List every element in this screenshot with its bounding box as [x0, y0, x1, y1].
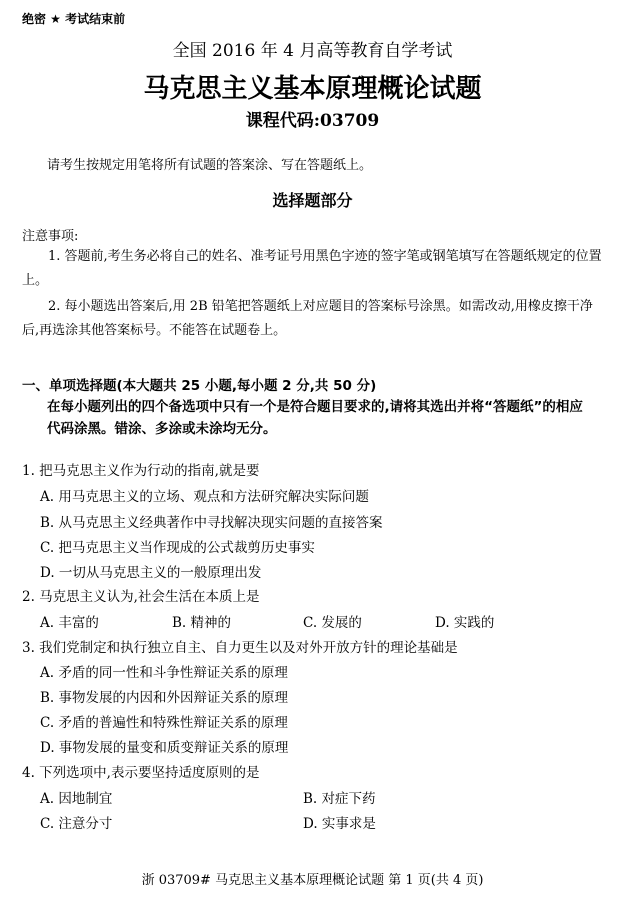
question-option: D. 实践的 — [435, 615, 495, 631]
question-stem: 2. 马克思主义认为,社会生活在本质上是 — [22, 589, 260, 605]
question-option: D. 实事求是 — [303, 816, 376, 832]
question-option: B. 对症下药 — [303, 791, 376, 807]
note-item: 1. 答题前,考生务必将自己的姓名、准考证号用黑色字迹的签字笔或钢笔填写在答题纸规定的位置上。 — [22, 249, 602, 288]
subject-title: 马克思主义基本原理概论试题 — [143, 74, 482, 104]
answer-instruction: 请考生按规定用笔将所有试题的答案涂、写在答题纸上。 — [47, 158, 373, 173]
question-stem: 4. 下列选项中,表示要坚持适度原则的是 — [22, 765, 260, 781]
confidential-label: 绝密 ★ 考试结束前 — [22, 12, 126, 26]
section-heading: 选择题部分 — [272, 191, 353, 210]
question-stem: 1. 把马克思主义作为行动的指南,就是要 — [22, 463, 260, 479]
question-option: A. 丰富的 — [40, 615, 99, 631]
question-option: A. 用马克思主义的立场、观点和方法研究解决实际问题 — [40, 489, 369, 505]
question-stem: 3. 我们党制定和执行独立自主、自力更生以及对外开放方针的理论基础是 — [22, 640, 458, 656]
question-option: B. 从马克思主义经典著作中寻找解决现实问题的直接答案 — [40, 515, 383, 531]
question-option: B. 精神的 — [172, 615, 232, 631]
question-option: B. 事物发展的内因和外因辩证关系的原理 — [40, 690, 289, 706]
question-option: C. 矛盾的普遍性和特殊性辩证关系的原理 — [40, 715, 288, 731]
page-footer: 浙 03709# 马克思主义基本原理概论试题 第 1 页(共 4 页) — [141, 873, 484, 888]
question-option: C. 注意分寸 — [40, 816, 113, 832]
course-code: 课程代码:03709 — [245, 111, 380, 131]
notes-title: 注意事项: — [22, 229, 79, 244]
note-item: 2. 每小题选出答案后,用 2B 铅笔把答题纸上对应题目的答案标号涂黑。如需改动,用橡皮擦干净后,再选涂其他答案标号。不能答在试题卷上。 — [22, 299, 593, 338]
question-option: A. 矛盾的同一性和斗争性辩证关系的原理 — [40, 665, 288, 681]
question-option: C. 把马克思主义当作现成的公式裁剪历史事实 — [40, 540, 315, 556]
question-option: C. 发展的 — [303, 615, 362, 631]
question-option: A. 因地制宜 — [40, 791, 113, 807]
part-title: 一、单项选择题(本大题共 25 小题,每小题 2 分,共 50 分) — [22, 378, 377, 394]
question-option: D. 事物发展的量变和质变辩证关系的原理 — [40, 740, 289, 756]
part-description: 在每小题列出的四个备选项中只有一个是符合题目要求的,请将其选出并将“答题纸”的相应代码涂黑。错涂、多涂或未涂均无分。 — [47, 399, 583, 437]
question-option: D. 一切从马克思主义的一般原理出发 — [40, 565, 262, 581]
exam-title: 全国 2016 年 4 月高等教育自学考试 — [172, 41, 453, 61]
